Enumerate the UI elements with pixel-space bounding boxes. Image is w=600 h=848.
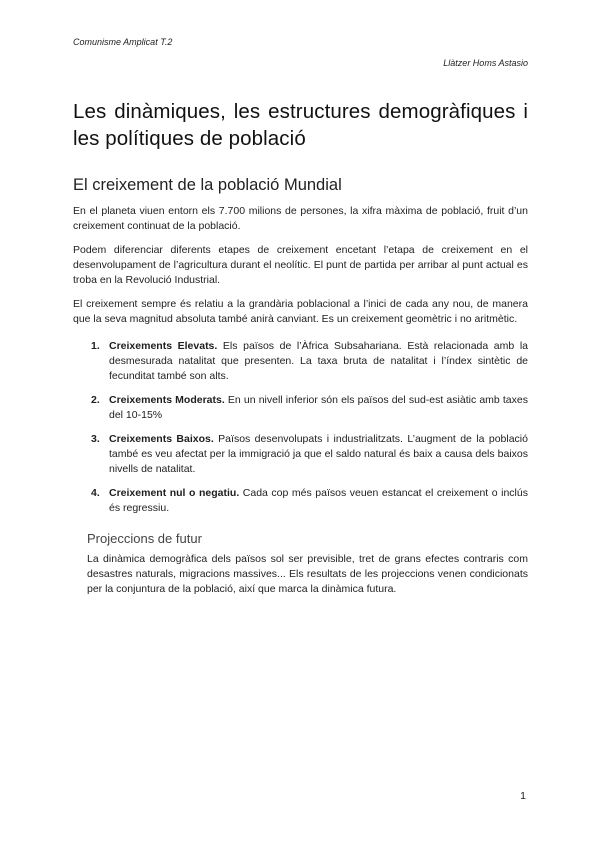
list-item-null-growth xyxy=(91,486,528,516)
list-item-number: 3. xyxy=(91,433,100,445)
subsection-heading: Projeccions de futur xyxy=(87,531,202,546)
document-body xyxy=(73,98,528,597)
list-item-number: 1. xyxy=(91,340,100,352)
header-author-name: Llàtzer Homs Astasio xyxy=(443,58,528,68)
list-item-number: 4. xyxy=(91,487,100,499)
page-number: 1 xyxy=(520,790,526,802)
list-item-text: En un nivell inferior són els països del sud-est asiàtic amb taxes del 10-15% xyxy=(109,394,528,421)
list-item-text: Cada cop més països veuen estancat el creixement o inclús és regressiu. xyxy=(109,487,528,514)
document-title: Les dinàmiques, les estructures demogràfiques i les polítiques de població xyxy=(73,100,528,150)
paragraph-2: Podem diferenciar diferents etapes de creixement encetant l’etapa de creixement en el desenvolupament de l’agricultura durant el neolític. El punt de partida per arribar al punt actual es troba en la Revolució Industrial. xyxy=(73,244,528,286)
list-item-term: Creixement nul o negatiu. xyxy=(109,487,240,499)
list-item-text: Països desenvolupats i industrialitzats. L’augment de la població també es veu afectat per la immigració ja que el saldo natural és baix a causa dels baixos nivells de natalitat. xyxy=(109,433,528,475)
list-item-term: Creixements Elevats. xyxy=(109,340,218,352)
list-item-moderate-growth xyxy=(91,393,528,423)
list-item-term: Creixements Moderats. xyxy=(109,394,225,406)
paragraph-1: En el planeta viuen entorn els 7.700 milions de persones, la xifra màxima de població, fruit d’un creixement continuat de la població. xyxy=(73,205,528,232)
list-item-term: Creixements Baixos. xyxy=(109,433,214,445)
section-heading: El creixement de la població Mundial xyxy=(73,176,342,194)
list-item-number: 2. xyxy=(91,394,100,406)
header-course-name: Comunisme Amplicat T.2 xyxy=(73,37,173,47)
growth-types-list xyxy=(73,339,528,516)
list-item-text: Els països de l’Àfrica Subsahariana. Està relacionada amb la desmesurada natalitat que presenten. La taxa bruta de natalitat i l’índex sintètic de fecunditat també son alts. xyxy=(109,340,528,382)
paragraph-3: El creixement sempre és relatiu a la grandària poblacional a l’inici de cada any nou, de manera que la seva magnitud absoluta també anirà canviant. Es un creixement geomètric i no aritmètic. xyxy=(73,298,528,325)
subsection-paragraph: La dinàmica demogràfica dels països sol ser previsible, tret de grans efectes contraris com desastres naturals, migracions massives... Els resultats de les projeccions venen condicionats per la conjuntura de la població, així que marca la dinàmica futura. xyxy=(87,553,528,595)
list-item-high-growth xyxy=(91,339,528,384)
list-item-low-growth xyxy=(91,432,528,477)
